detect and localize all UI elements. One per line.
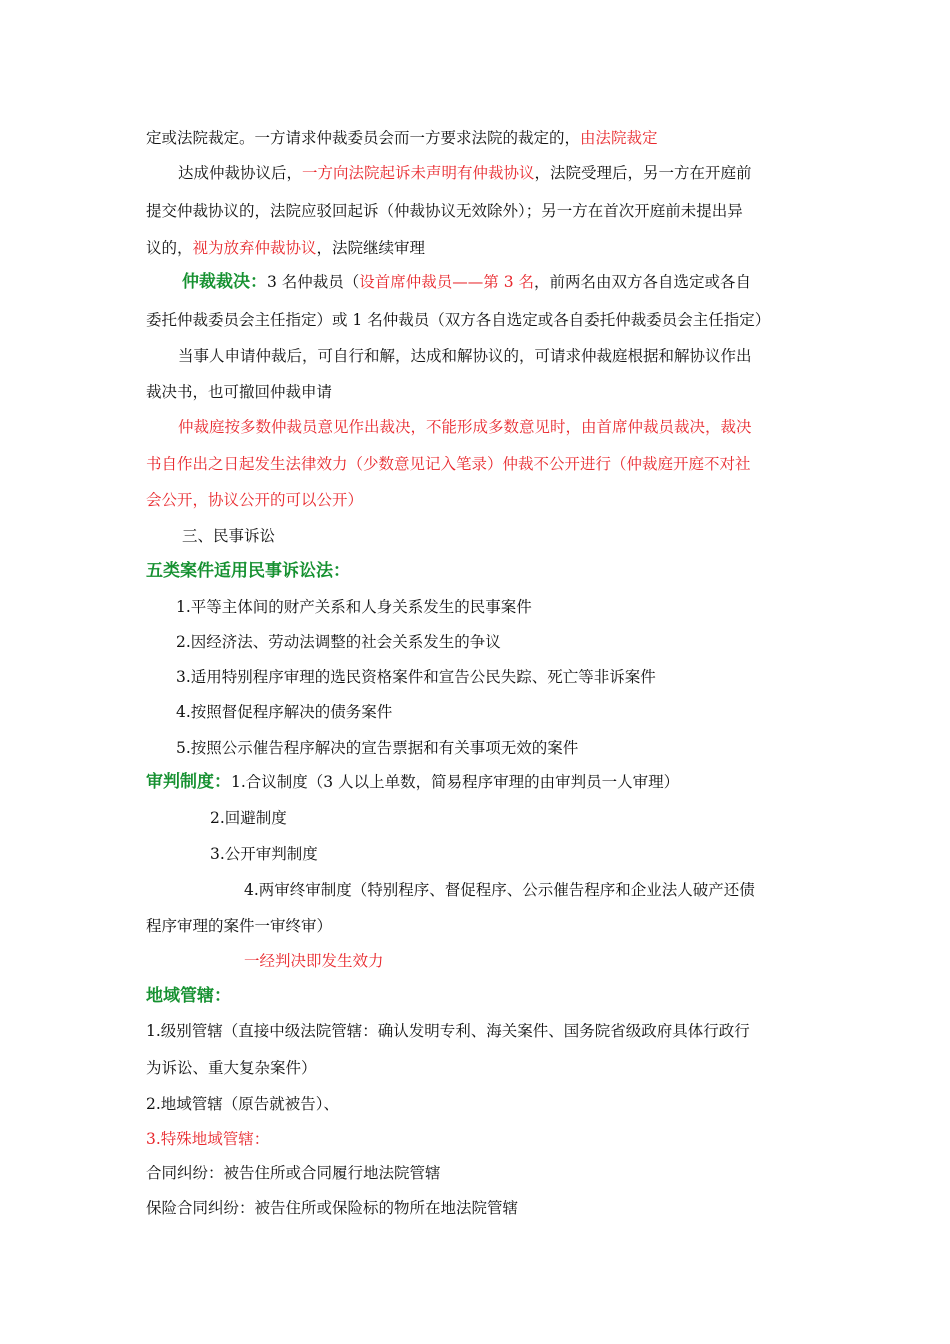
list-item: 2.地域管辖（原告就被告）、 [146,1095,340,1113]
text-run: ，前两名由双方各自选定或各自 [534,273,752,291]
text-run: 议的， [146,239,193,257]
paragraph-line: 提交仲裁协议的，法院应驳回起诉（仲裁协议无效除外）；另一方在首次开庭前未提出异 [146,202,743,220]
paragraph-line: 裁决书，也可撤回仲裁申请 [146,383,333,401]
text-run: 1.合议制度（3 人以上单数，简易程序审理的由审判员一人审理） [231,773,680,791]
list-item: 5.按照公示催告程序解决的宣告票据和有关事项无效的案件 [176,739,579,757]
text-run: 3 名仲裁员（ [267,273,360,291]
text-run: 达成仲裁协议后， [178,164,303,182]
highlight-line: 仲裁庭按多数仲裁员意见作出裁决，不能形成多数意见时，由首席仲裁员裁决，裁决 [178,418,752,436]
section-title: 三、民事诉讼 [182,527,276,545]
paragraph-line: 合同纠纷：被告住所或合同履行地法院管辖 [146,1164,441,1182]
paragraph-line: 为诉讼、重大复杂案件） [146,1059,317,1077]
section-heading: 审判制度： [146,772,231,792]
list-item: 1.级别管辖（直接中级法院管辖：确认发明专利、海关案件、国务院省级政府具体行政行 [146,1022,750,1040]
paragraph-line [178,163,752,183]
highlight-line: 书自作出之日起发生法律效力（少数意见记入笔录）仲裁不公开进行（仲裁庭开庭不对社 [146,455,751,473]
list-item: 3.适用特别程序审理的选民资格案件和宣告公民失踪、死亡等非诉案件 [176,668,656,686]
list-item: 2.回避制度 [210,809,287,827]
section-heading: 仲裁裁决： [182,272,267,292]
paragraph-line [146,238,425,258]
paragraph-line: 保险合同纠纷：被告住所或保险标的物所在地法院管辖 [146,1199,519,1217]
highlight-line: 3.特殊地域管辖： [146,1130,270,1148]
highlight-text: 一方向法院起诉未声明有仲裁协议 [302,164,535,182]
paragraph-line [146,128,658,148]
paragraph-line [182,272,751,292]
section-heading: 五类案件适用民事诉讼法： [146,561,350,581]
list-item: 2.因经济法、劳动法调整的社会关系发生的争议 [176,633,501,651]
paragraph-line: 委托仲裁委员会主任指定）或 1 名仲裁员（双方各自选定或各自委托仲裁委员会主任指定） [146,311,771,329]
highlight-text: 设首席仲裁员——第 3 名 [359,273,535,291]
list-item: 4.两审终审制度（特别程序、督促程序、公示催告程序和企业法人破产还债 [244,881,755,899]
paragraph-line [146,772,679,792]
list-item: 1.平等主体间的财产关系和人身关系发生的民事案件 [176,598,532,616]
text-run: ，法院受理后，另一方在开庭前 [534,164,752,182]
list-item: 4.按照督促程序解决的债务案件 [176,703,393,721]
section-heading: 地域管辖： [146,986,231,1006]
highlight-line: 一经判决即发生效力 [244,952,384,970]
paragraph-line: 程序审理的案件一审终审） [146,917,333,935]
highlight-text: 视为放弃仲裁协议 [192,239,317,257]
highlight-line: 会公开，协议公开的可以公开） [146,491,364,509]
text-run: 定或法院裁定。一方请求仲裁委员会而一方要求法院的裁定的， [146,129,581,147]
paragraph-line: 当事人申请仲裁后，可自行和解，达成和解协议的，可请求仲裁庭根据和解协议作出 [178,347,752,365]
list-item: 3.公开审判制度 [210,845,318,863]
text-run: ，法院继续审理 [316,239,426,257]
highlight-text: 由法院裁定 [580,129,658,147]
